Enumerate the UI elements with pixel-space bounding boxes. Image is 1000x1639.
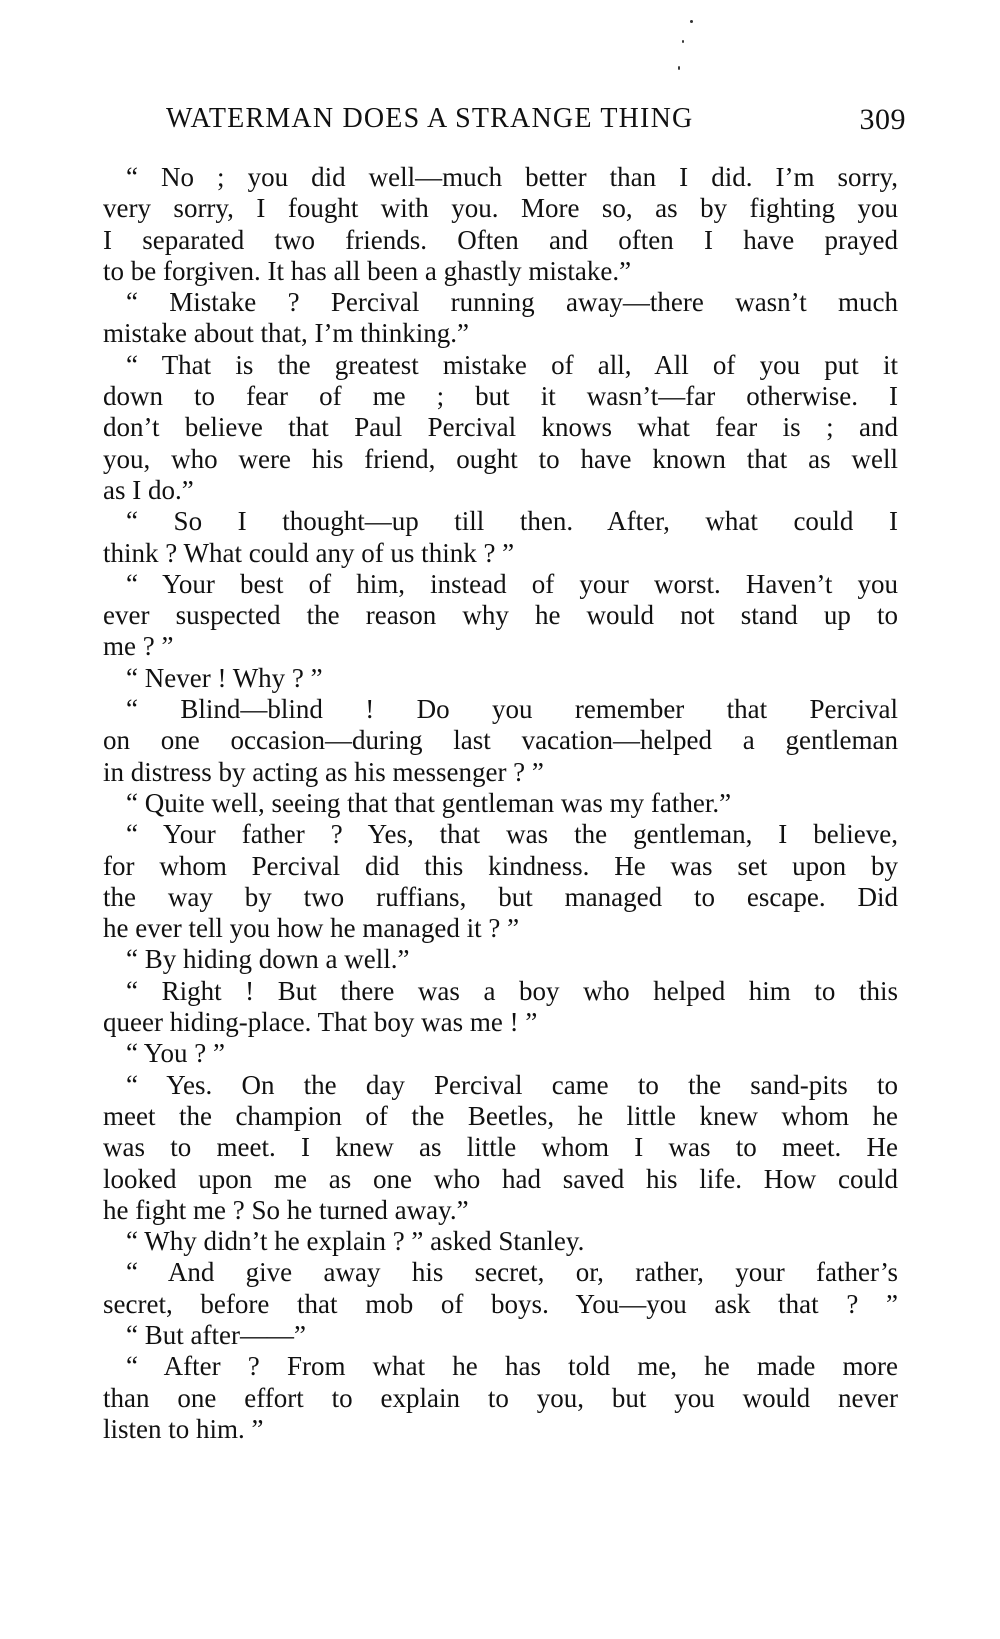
text-line: “ Right ! But there was a boy who helped him to this: [126, 975, 898, 1006]
text-line: me ? ”: [103, 631, 174, 662]
text-line: I separated two friends. Often and often I have prayed: [103, 224, 898, 255]
text-line: “ You ? ”: [126, 1038, 225, 1069]
text-line: in distress by acting as his messenger ? ”: [103, 756, 544, 787]
text-line: down to fear of me ; but it wasn’t—far otherwise. I: [103, 381, 898, 412]
text-line: “ That is the greatest mistake of all, All of you put it: [126, 349, 898, 380]
text-line: than one effort to explain to you, but you would never: [103, 1382, 898, 1413]
body-text: [103, 162, 898, 1445]
text-line: “ Mistake ? Percival running away—there wasn’t much: [126, 287, 898, 318]
text-line: to be forgiven. It has all been a ghastly mistake.”: [103, 255, 632, 286]
text-line: “ Quite well, seeing that that gentleman was my father.”: [126, 787, 732, 818]
text-line: “ Never ! Why ? ”: [126, 662, 323, 693]
text-line: as I do.”: [103, 474, 194, 505]
text-line: “ After ? From what he has told me, he made more: [126, 1351, 898, 1382]
text-line: think ? What could any of us think ? ”: [103, 537, 515, 568]
text-line: “ Your father ? Yes, that was the gentleman, I believe,: [126, 819, 898, 850]
text-line: secret, before that mob of boys. You—you ask that ? ”: [103, 1288, 898, 1319]
speck: [678, 66, 680, 70]
text-line: ever suspected the reason why he would not stand up to: [103, 600, 898, 631]
text-line: very sorry, I fought with you. More so, as by fighting you: [103, 193, 898, 224]
text-line: “ But after——”: [126, 1319, 306, 1350]
text-line: was to meet. I knew as little whom I was to meet. He: [103, 1132, 898, 1163]
text-line: queer hiding-place. That boy was me ! ”: [103, 1007, 538, 1038]
running-title: WATERMAN DOES A STRANGE THING: [166, 103, 694, 134]
text-line: on one occasion—during last vacation—helped a gentleman: [103, 725, 898, 756]
text-line: “ Yes. On the day Percival came to the sand-pits to: [126, 1069, 898, 1100]
text-line: he ever tell you how he managed it ? ”: [103, 913, 520, 944]
text-line: he fight me ? So he turned away.”: [103, 1194, 469, 1225]
text-line: the way by two ruffians, but managed to escape. Did: [103, 881, 898, 912]
speck: [682, 40, 684, 43]
text-line: listen to him. ”: [103, 1413, 264, 1444]
speck: [690, 20, 693, 23]
text-line: “ So I thought—up till then. After, what could I: [126, 506, 898, 537]
text-line: “ Why didn’t he explain ? ” asked Stanley.: [126, 1226, 585, 1257]
text-line: looked upon me as one who had saved his life. How could: [103, 1163, 898, 1194]
text-line: meet the champion of the Beetles, he little knew whom he: [103, 1100, 898, 1131]
text-line: “ Your best of him, instead of your worst. Haven’t you: [126, 568, 898, 599]
text-line: “ By hiding down a well.”: [126, 944, 410, 975]
text-line: mistake about that, I’m thinking.”: [103, 318, 469, 349]
text-line: “ And give away his secret, or, rather, your father’s: [126, 1257, 898, 1288]
text-line: “ No ; you did well—much better than I did. I’m sorry,: [126, 162, 898, 192]
text-line: “ Blind—blind ! Do you remember that Percival: [126, 694, 898, 725]
text-line: you, who were his friend, ought to have known that as well: [103, 443, 898, 474]
text-line: don’t believe that Paul Percival knows what fear is ; and: [103, 412, 898, 443]
running-header: [166, 103, 906, 143]
page-number: 309: [859, 103, 906, 136]
text-line: for whom Percival did this kindness. He was set upon by: [103, 850, 898, 881]
